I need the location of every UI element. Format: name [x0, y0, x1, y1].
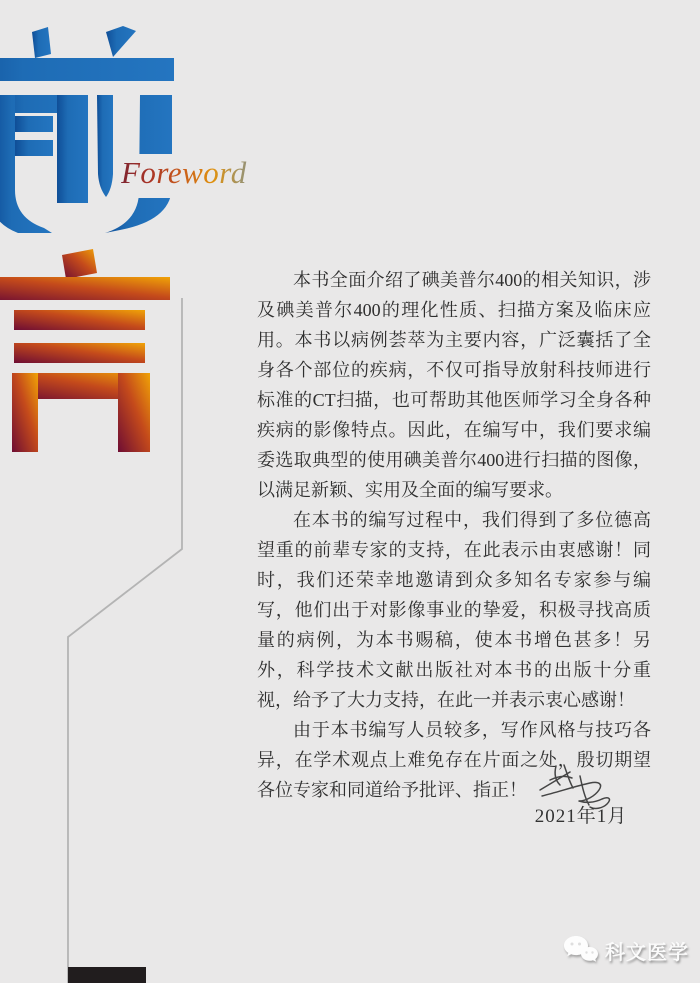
- title-char-qian-text: [0, 0, 1, 1]
- title-char-yan-text: [0, 0, 1, 1]
- foreword-paragraph-1: 本书全面介绍了碘美普尔400的相关知识，涉及碘美普尔400的理化性质、扫描方案及临床应用。本书以病例荟萃为主要内容，广泛囊括了全身各个部位的疾病，不仅可指导放射科技师进行标准的CT扫描，也可帮助其他医师学习全身各种疾病的影像特点。因此，在编写中，我们要求编委选取典型的使用碘美普尔400进行扫描的图像，以满足新颖、实用及全面的编写要求。: [257, 270, 651, 500]
- foreword-paragraph-3: 由于本书编写人员较多，写作风格与技巧各异，在学术观点上难免存在片面之处，殷切期望各位专家和同道给予批评、指正！: [257, 720, 651, 800]
- bottom-black-bar: [68, 967, 146, 983]
- title-char-yan: [0, 248, 170, 456]
- foreword-subtitle: Foreword: [121, 155, 321, 197]
- signoff-date: 2021年1月: [534, 806, 628, 827]
- watermark-label: 科文医学: [605, 941, 689, 964]
- foreword-paragraph-2: 在本书的编写过程中，我们得到了多位德高望重的前辈专家的支持，在此表示由衷感谢！同时，我们还荣幸地邀请到众多知名专家参与编写，他们出于对影像事业的挚爱，积极寻找高质量的病例，为本书赐稿，使本书增色甚多！另外，科学技术文献出版社对本书的出版十分重视，给予了大力支持，在此一并表示衷心感谢！: [257, 510, 651, 710]
- publisher-watermark: [563, 932, 693, 968]
- foreword-body: [257, 265, 651, 805]
- chat-bubbles-icon: [563, 935, 599, 965]
- title-char-qian: [0, 24, 174, 236]
